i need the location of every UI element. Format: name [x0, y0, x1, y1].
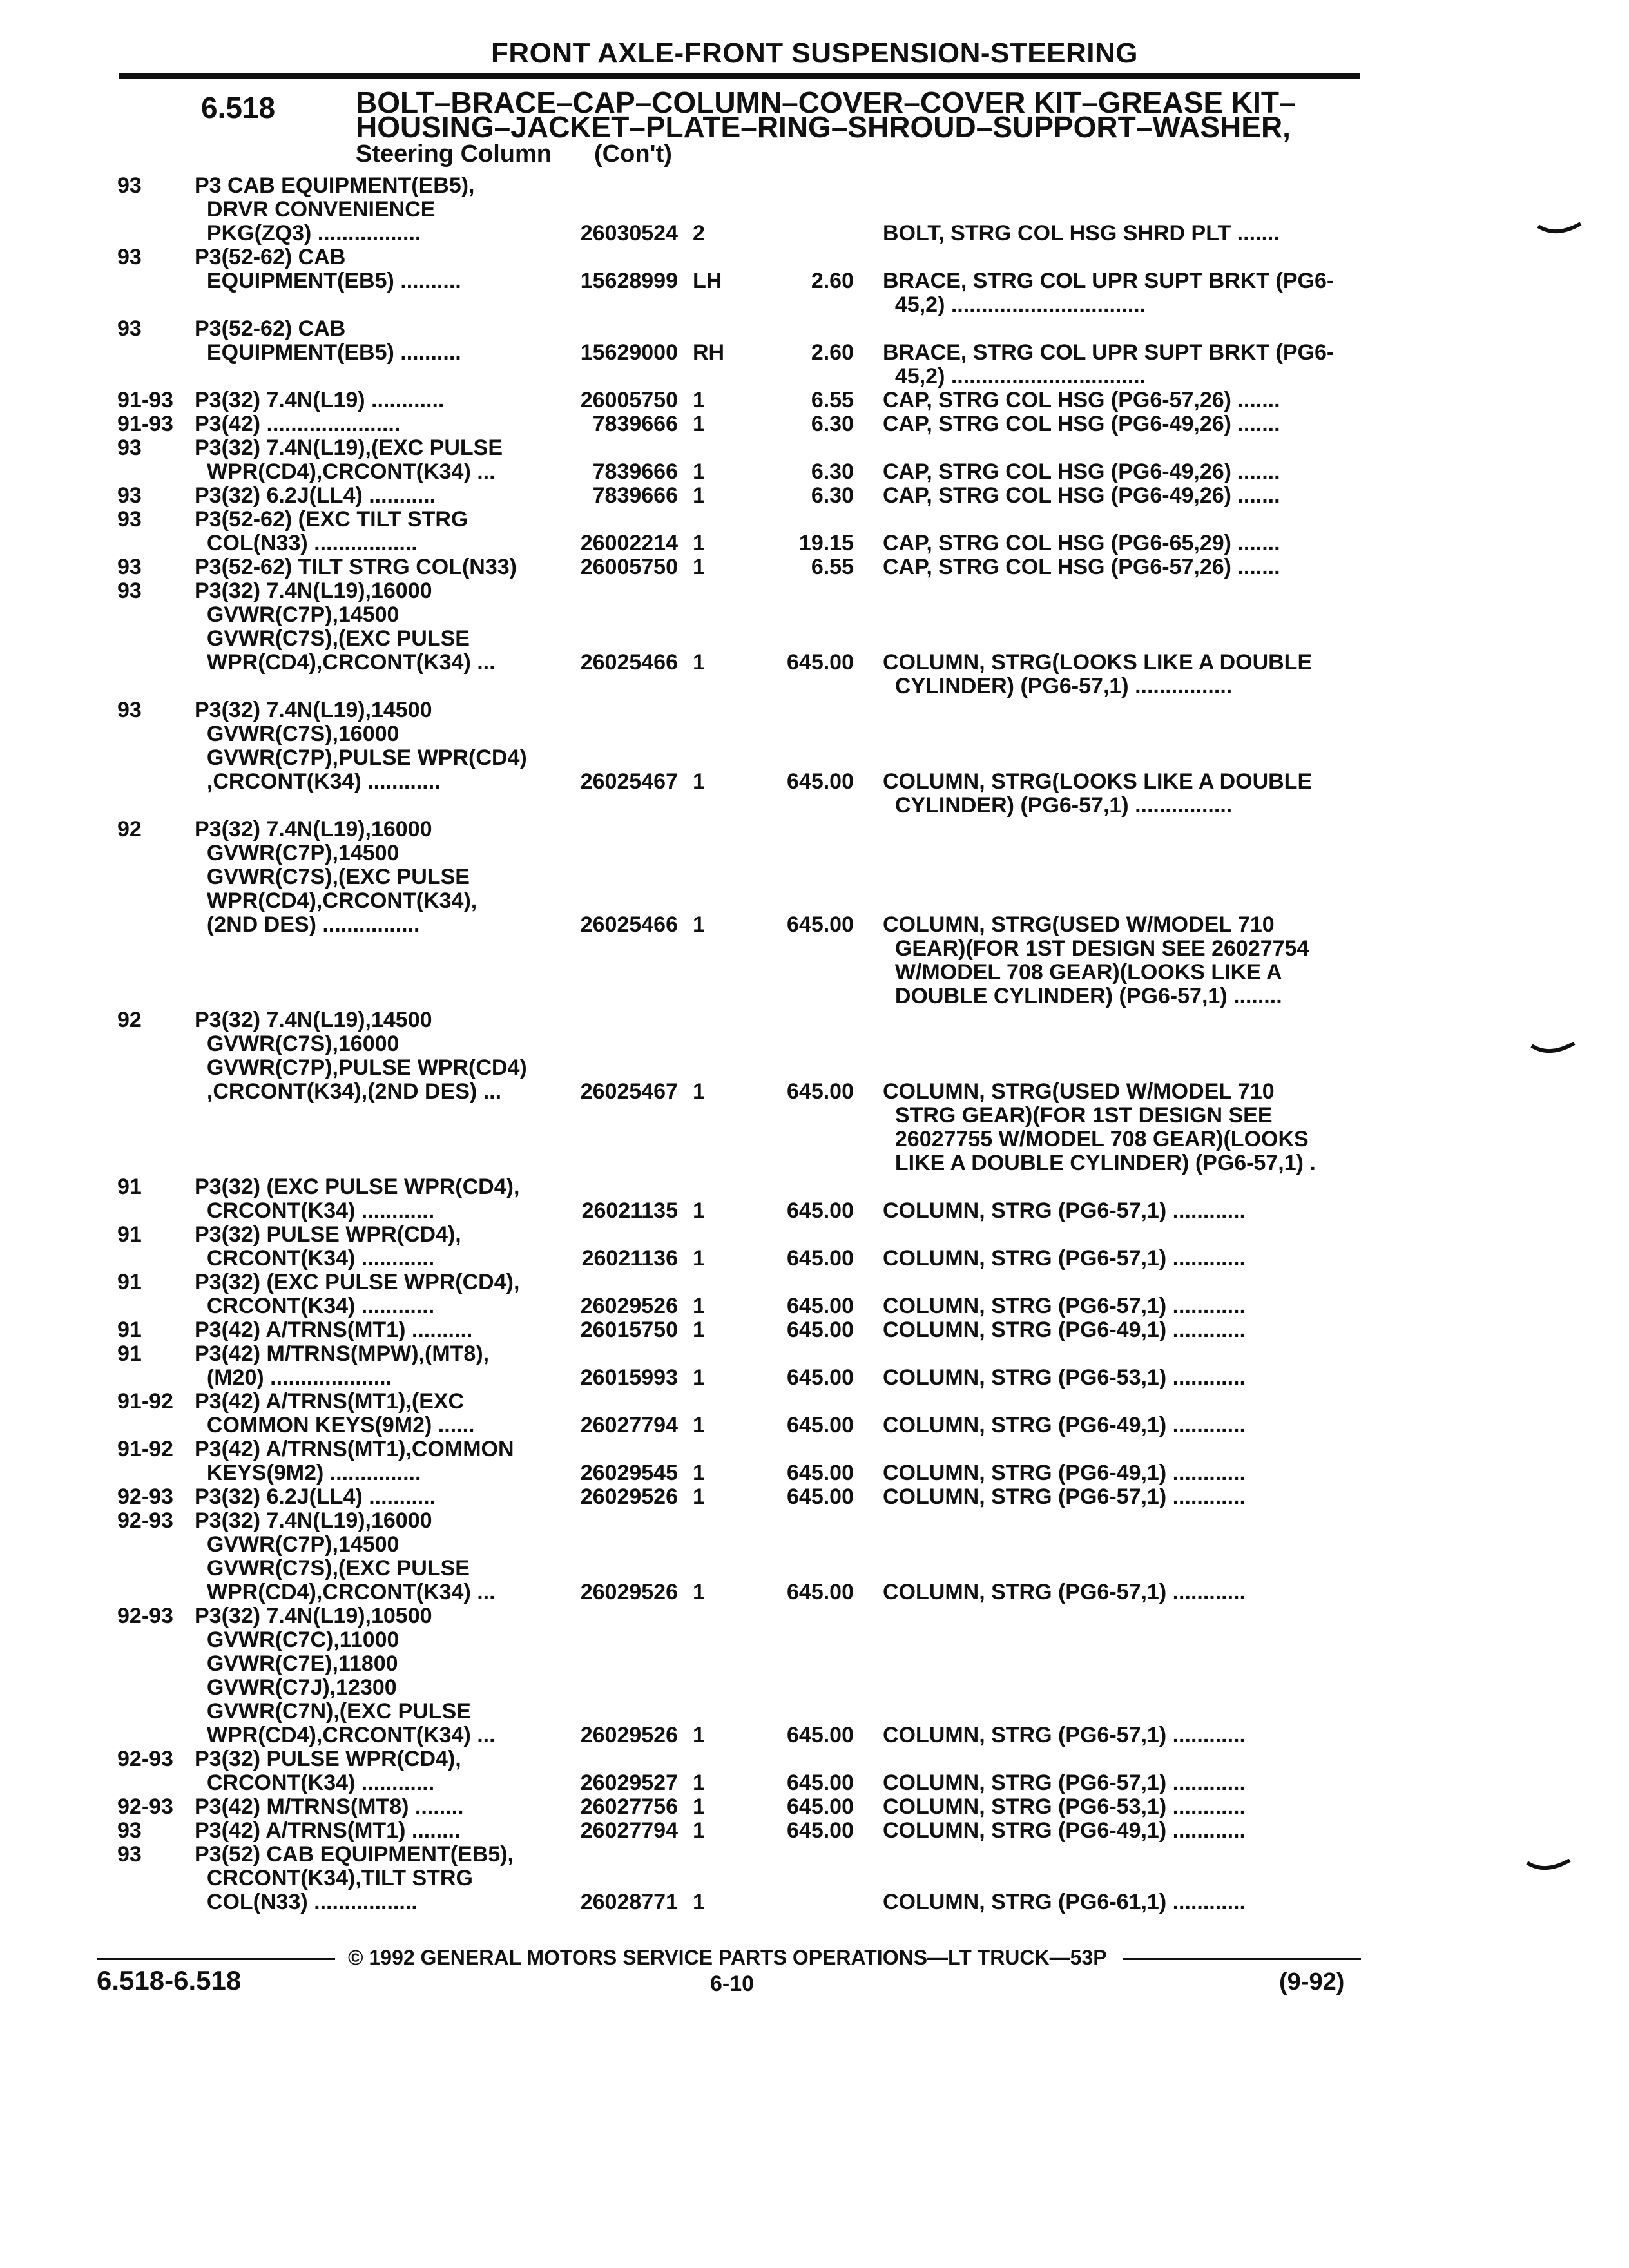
- item-description: COLUMN, STRG (PG6-57,1) ............: [883, 1246, 1246, 1271]
- application-description: P3(32) (EXC PULSE WPR(CD4), CRCONT(K34) ............: [195, 1270, 520, 1318]
- price: 645.00: [787, 1723, 854, 1747]
- table-row: [0, 698, 1629, 818]
- model-year: 91-92: [117, 1437, 173, 1461]
- footer-copyright: © 1992 GENERAL MOTORS SERVICE PARTS OPERATIONS—LT TRUCK—53P: [348, 1946, 1107, 1969]
- item-description: CAP, STRG COL HSG (PG6-49,26) .......: [883, 483, 1280, 508]
- footer-date: (9-92): [1279, 1968, 1345, 1995]
- model-year: 91-92: [117, 1389, 173, 1414]
- item-description: CAP, STRG COL HSG (PG6-57,26) .......: [883, 555, 1280, 579]
- header-rule: [119, 73, 1360, 79]
- model-year: 92: [117, 817, 142, 841]
- item-description: COLUMN, STRG (PG6-57,1) ............: [883, 1294, 1246, 1318]
- model-year: 92-93: [117, 1604, 173, 1628]
- quantity: 1: [693, 531, 705, 555]
- application-description: P3(42) A/TRNS(MT1),COMMON KEYS(9M2) ...............: [195, 1437, 514, 1485]
- part-number: 26027794: [580, 1818, 678, 1843]
- item-description: COLUMN, STRG (PG6-61,1) ............: [883, 1890, 1246, 1914]
- price: 645.00: [787, 1198, 854, 1223]
- part-number: 26021136: [581, 1246, 678, 1271]
- application-description: P3(32) 7.4N(L19),14500 GVWR(C7S),16000 GVWR(C7P),PULSE WPR(CD4) ,CRCONT(K34) ............: [195, 698, 527, 794]
- model-year: 93: [117, 555, 142, 579]
- quantity: RH: [693, 340, 725, 365]
- continued-label: (Con't): [594, 140, 672, 168]
- application-description: P3(52-62) CAB EQUIPMENT(EB5) ..........: [195, 316, 461, 365]
- part-number: 26029526: [580, 1580, 678, 1604]
- model-year: 91: [117, 1318, 142, 1342]
- price: 6.30: [811, 412, 854, 436]
- quantity: 1: [693, 1246, 705, 1271]
- application-description: P3(42) ......................: [195, 412, 401, 436]
- application-description: P3(42) A/TRNS(MT1) ..........: [195, 1318, 473, 1342]
- footer-rule-right: [1123, 1958, 1361, 1960]
- item-description: BRACE, STRG COL UPR SUPT BRKT (PG6- 45,2) ................................: [883, 340, 1335, 389]
- price: 645.00: [787, 1461, 854, 1485]
- model-year: 93: [117, 1818, 142, 1843]
- part-number: 26002214: [580, 531, 678, 555]
- model-year: 93: [117, 579, 142, 603]
- application-description: P3 CAB EQUIPMENT(EB5), DRVR CONVENIENCE PKG(ZQ3) .................: [195, 173, 475, 245]
- table-row: [0, 555, 1629, 579]
- quantity: 1: [693, 650, 705, 675]
- table-row: [0, 1390, 1629, 1437]
- price: 645.00: [787, 769, 854, 794]
- part-number: 26025467: [580, 769, 678, 794]
- part-number: 7839666: [592, 459, 678, 484]
- quantity: 1: [693, 1794, 705, 1819]
- quantity: 1: [693, 769, 705, 794]
- item-description: COLUMN, STRG (PG6-53,1) ............: [883, 1794, 1246, 1819]
- table-row: [0, 1271, 1629, 1318]
- binding-mark: [1530, 1042, 1576, 1059]
- model-year: 93: [117, 698, 142, 722]
- model-year: 91: [117, 1175, 142, 1199]
- quantity: 1: [693, 1365, 705, 1390]
- item-description: BOLT, STRG COL HSG SHRD PLT .......: [883, 221, 1280, 245]
- section-title: BOLT–BRACE–CAP–COLUMN–COVER–COVER KIT–GREASE KIT–HOUSING–JACKET–PLATE–RING–SHROUD–SUPPORT–WASHER,: [356, 86, 1296, 144]
- model-year: 92-93: [117, 1485, 173, 1509]
- part-number: 26005750: [580, 388, 678, 412]
- table-row: [0, 1485, 1629, 1509]
- model-year: 93: [117, 245, 142, 269]
- table-row: [0, 1437, 1629, 1485]
- quantity: 1: [693, 483, 705, 508]
- item-description: CAP, STRG COL HSG (PG6-65,29) .......: [883, 531, 1280, 555]
- price: 645.00: [787, 1246, 854, 1271]
- table-row: [0, 1175, 1629, 1223]
- part-number: 26005750: [580, 555, 678, 579]
- part-number: 26025466: [580, 650, 678, 675]
- price: 645.00: [787, 912, 854, 937]
- price: 645.00: [787, 1079, 854, 1104]
- application-description: P3(42) M/TRNS(MPW),(MT8), (M20) ....................: [195, 1341, 490, 1390]
- section-number: 6.518: [201, 91, 276, 124]
- item-description: CAP, STRG COL HSG (PG6-57,26) .......: [883, 388, 1280, 412]
- part-number: 15629000: [580, 340, 678, 365]
- application-description: P3(32) 7.4N(L19),14500 GVWR(C7S),16000 GVWR(C7P),PULSE WPR(CD4) ,CRCONT(K34),(2ND DES) ...: [195, 1008, 527, 1104]
- price: 645.00: [787, 1413, 854, 1437]
- application-description: P3(52-62) TILT STRG COL(N33): [195, 555, 517, 579]
- part-number: 7839666: [592, 412, 678, 436]
- quantity: 1: [693, 555, 705, 579]
- quantity: 1: [693, 1461, 705, 1485]
- price: 2.60: [811, 340, 854, 365]
- model-year: 91-93: [117, 388, 173, 412]
- price: 19.15: [798, 531, 854, 555]
- quantity: 2: [693, 221, 705, 245]
- model-year: 91-93: [117, 412, 173, 436]
- table-row: [0, 317, 1629, 389]
- model-year: 93: [117, 316, 142, 341]
- parts-list: [0, 174, 1629, 1914]
- quantity: 1: [693, 912, 705, 937]
- part-number: 26015993: [580, 1365, 678, 1390]
- application-description: P3(52-62) (EXC TILT STRG COL(N33) .................: [195, 507, 468, 555]
- item-description: CAP, STRG COL HSG (PG6-49,26) .......: [883, 459, 1280, 484]
- table-row: [0, 508, 1629, 555]
- part-number: 26029527: [580, 1771, 678, 1795]
- model-year: 91: [117, 1222, 142, 1247]
- quantity: 1: [693, 388, 705, 412]
- quantity: 1: [693, 1318, 705, 1342]
- table-row: [0, 1747, 1629, 1795]
- table-row: [0, 1008, 1629, 1175]
- application-description: P3(32) 7.4N(L19),(EXC PULSE WPR(CD4),CRCONT(K34) ...: [195, 436, 503, 484]
- quantity: 1: [693, 1198, 705, 1223]
- footer-page-number: 6-10: [710, 1972, 755, 1996]
- table-row: [0, 1604, 1629, 1747]
- table-row: [0, 245, 1629, 317]
- footer-rule-left: [97, 1958, 335, 1960]
- price: 645.00: [787, 1365, 854, 1390]
- part-number: 26027756: [580, 1794, 678, 1819]
- page-header-title: FRONT AXLE-FRONT SUSPENSION-STEERING: [491, 37, 1138, 69]
- model-year: 93: [117, 483, 142, 508]
- item-description: COLUMN, STRG (PG6-57,1) ............: [883, 1198, 1246, 1223]
- quantity: 1: [693, 1818, 705, 1843]
- table-row: [0, 818, 1629, 1008]
- quantity: 1: [693, 1413, 705, 1437]
- item-description: COLUMN, STRG (PG6-49,1) ............: [883, 1318, 1246, 1342]
- model-year: 92: [117, 1008, 142, 1032]
- table-row: [0, 174, 1629, 245]
- item-description: COLUMN, STRG (PG6-49,1) ............: [883, 1461, 1246, 1485]
- binding-mark: [1526, 1859, 1571, 1876]
- item-description: COLUMN, STRG (PG6-49,1) ............: [883, 1413, 1246, 1437]
- part-number: 26029526: [580, 1485, 678, 1509]
- quantity: LH: [693, 269, 722, 293]
- quantity: 1: [693, 1485, 705, 1509]
- application-description: P3(32) 7.4N(L19) ............: [195, 388, 445, 412]
- model-year: 93: [117, 173, 142, 198]
- price: 645.00: [787, 1318, 854, 1342]
- price: 6.30: [811, 459, 854, 484]
- application-description: P3(32) PULSE WPR(CD4), CRCONT(K34) ............: [195, 1747, 461, 1795]
- quantity: 1: [693, 1890, 705, 1914]
- item-description: COLUMN, STRG(USED W/MODEL 710 GEAR)(FOR 1ST DESIGN SEE 26027754 W/MODEL 708 GEAR)(LOOKS LIKE A DOUBLE CYLINDER) (PG6-57,1) ........: [883, 912, 1309, 1008]
- item-description: COLUMN, STRG (PG6-53,1) ............: [883, 1365, 1246, 1390]
- model-year: 91: [117, 1270, 142, 1294]
- model-year: 92-93: [117, 1508, 173, 1533]
- quantity: 1: [693, 1580, 705, 1604]
- model-year: 92-93: [117, 1794, 173, 1819]
- price: 645.00: [787, 1818, 854, 1843]
- table-row: [0, 1342, 1629, 1390]
- item-description: COLUMN, STRG (PG6-57,1) ............: [883, 1580, 1246, 1604]
- application-description: P3(32) 6.2J(LL4) ...........: [195, 483, 436, 508]
- application-description: P3(32) 7.4N(L19),10500 GVWR(C7C),11000 GVWR(C7E),11800 GVWR(C7J),12300 GVWR(C7N),(EXC PULSE WPR(CD4),CRCONT(K34) ...: [195, 1604, 496, 1747]
- table-row: [0, 1509, 1629, 1604]
- part-number: 26021135: [581, 1198, 678, 1223]
- quantity: 1: [693, 412, 705, 436]
- table-row: [0, 1318, 1629, 1342]
- item-description: COLUMN, STRG(LOOKS LIKE A DOUBLE CYLINDER) (PG6-57,1) ................: [883, 769, 1313, 818]
- application-description: P3(32) PULSE WPR(CD4), CRCONT(K34) ............: [195, 1222, 461, 1271]
- item-description: COLUMN, STRG(USED W/MODEL 710 STRG GEAR)(FOR 1ST DESIGN SEE 26027755 W/MODEL 708 GEAR)(LOOKS LIKE A DOUBLE CYLINDER) (PG6-57,1) .: [883, 1079, 1316, 1175]
- table-row: [0, 389, 1629, 412]
- part-number: 26015750: [580, 1318, 678, 1342]
- price: 645.00: [787, 1794, 854, 1819]
- item-description: COLUMN, STRG (PG6-57,1) ............: [883, 1771, 1246, 1795]
- item-description: COLUMN, STRG (PG6-57,1) ............: [883, 1485, 1246, 1509]
- application-description: P3(42) M/TRNS(MT8) ........: [195, 1794, 464, 1819]
- item-description: BRACE, STRG COL UPR SUPT BRKT (PG6- 45,2) ................................: [883, 269, 1335, 317]
- application-description: P3(42) A/TRNS(MT1) ........: [195, 1818, 461, 1843]
- footer-section-range: 6.518-6.518: [97, 1965, 242, 1995]
- table-row: [0, 436, 1629, 484]
- item-description: CAP, STRG COL HSG (PG6-49,26) .......: [883, 412, 1280, 436]
- price: 2.60: [811, 269, 854, 293]
- part-number: 26029526: [580, 1294, 678, 1318]
- section-subtitle-text: Steering Column: [356, 140, 552, 168]
- quantity: 1: [693, 459, 705, 484]
- application-description: P3(52-62) CAB EQUIPMENT(EB5) ..........: [195, 245, 461, 293]
- table-row: [0, 1795, 1629, 1819]
- table-row: [0, 412, 1629, 436]
- price: 645.00: [787, 1294, 854, 1318]
- application-description: P3(52) CAB EQUIPMENT(EB5), CRCONT(K34),TILT STRG COL(N33) .................: [195, 1842, 514, 1914]
- price: 6.55: [811, 388, 854, 412]
- binding-mark: [1537, 222, 1582, 239]
- part-number: 26030524: [580, 221, 678, 245]
- section-subtitle: [356, 140, 672, 168]
- application-description: P3(32) 7.4N(L19),16000 GVWR(C7P),14500 GVWR(C7S),(EXC PULSE WPR(CD4),CRCONT(K34) ...: [195, 579, 496, 675]
- part-number: 26025467: [580, 1079, 678, 1104]
- table-row: [0, 579, 1629, 698]
- price: 645.00: [787, 650, 854, 675]
- model-year: 93: [117, 507, 142, 532]
- quantity: 1: [693, 1294, 705, 1318]
- price: 645.00: [787, 1485, 854, 1509]
- item-description: COLUMN, STRG(LOOKS LIKE A DOUBLE CYLINDER) (PG6-57,1) ................: [883, 650, 1313, 698]
- application-description: P3(32) (EXC PULSE WPR(CD4), CRCONT(K34) ............: [195, 1175, 520, 1223]
- table-row: [0, 1819, 1629, 1843]
- price: 645.00: [787, 1771, 854, 1795]
- application-description: P3(42) A/TRNS(MT1),(EXC COMMON KEYS(9M2) ......: [195, 1389, 475, 1437]
- quantity: 1: [693, 1723, 705, 1747]
- model-year: 91: [117, 1341, 142, 1366]
- item-description: COLUMN, STRG (PG6-57,1) ............: [883, 1723, 1246, 1747]
- table-row: [0, 1223, 1629, 1271]
- model-year: 93: [117, 436, 142, 460]
- model-year: 92-93: [117, 1747, 173, 1771]
- model-year: 93: [117, 1842, 142, 1867]
- table-row: [0, 1843, 1629, 1914]
- part-number: 7839666: [592, 483, 678, 508]
- quantity: 1: [693, 1079, 705, 1104]
- application-description: P3(32) 6.2J(LL4) ...........: [195, 1485, 436, 1509]
- part-number: 15628999: [580, 269, 678, 293]
- part-number: 26029545: [580, 1461, 678, 1485]
- part-number: 26029526: [580, 1723, 678, 1747]
- application-description: P3(32) 7.4N(L19),16000 GVWR(C7P),14500 GVWR(C7S),(EXC PULSE WPR(CD4),CRCONT(K34) ...: [195, 1508, 496, 1604]
- part-number: 26025466: [580, 912, 678, 937]
- part-number: 26028771: [580, 1890, 678, 1914]
- quantity: 1: [693, 1771, 705, 1795]
- table-row: [0, 484, 1629, 508]
- item-description: COLUMN, STRG (PG6-49,1) ............: [883, 1818, 1246, 1843]
- price: 6.55: [811, 555, 854, 579]
- part-number: 26027794: [580, 1413, 678, 1437]
- price: 645.00: [787, 1580, 854, 1604]
- application-description: P3(32) 7.4N(L19),16000 GVWR(C7P),14500 GVWR(C7S),(EXC PULSE WPR(CD4),CRCONT(K34), (2ND DES) ................: [195, 817, 477, 937]
- price: 6.30: [811, 483, 854, 508]
